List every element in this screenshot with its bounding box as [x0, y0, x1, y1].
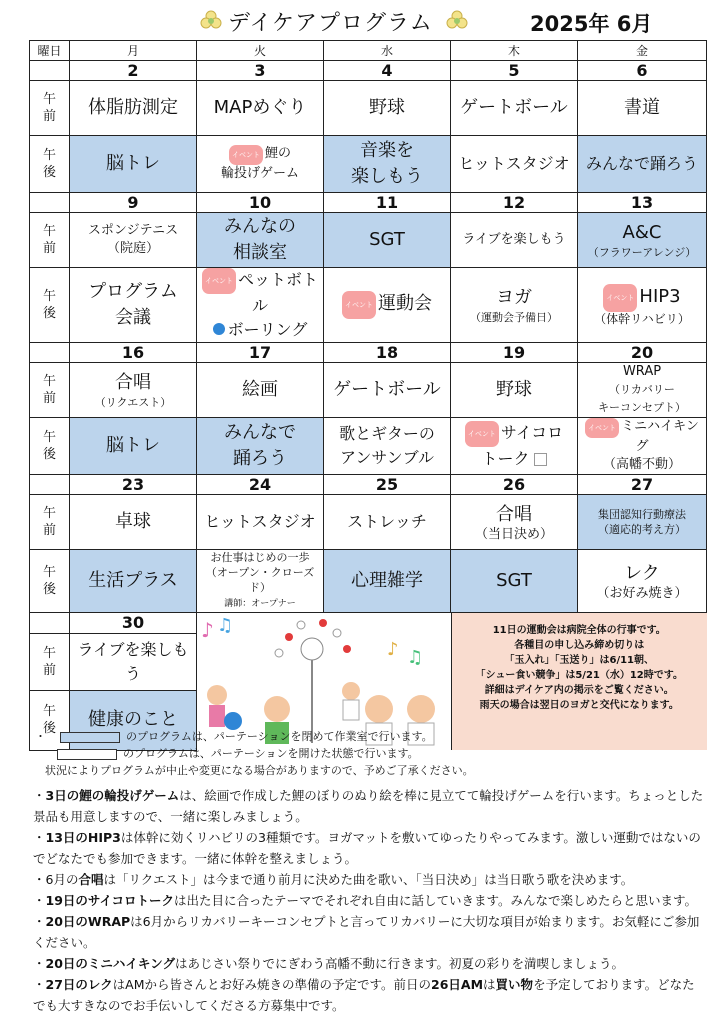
weekday-fri: 金	[578, 41, 707, 61]
program-cell: お仕事はじめの一歩 （オープン・クローズド） 講師：オープナー	[197, 550, 324, 613]
program-cell: 体脂肪測定	[70, 81, 197, 136]
program-cell: 脳トレ	[70, 418, 197, 475]
am-row	[30, 81, 707, 136]
date-cell: 25	[324, 475, 451, 495]
event-badge: イベント	[465, 421, 499, 447]
program-cell: ヒットスタジオ	[197, 495, 324, 550]
am-label: 午 前	[30, 81, 70, 136]
note-item: ・19日のサイコロトークは出た目に合ったテーマでそれぞれ自由に話していきます。みんなで楽しめたらと思います。	[33, 893, 698, 908]
program-cell: 野球	[324, 81, 451, 136]
event-badge: イベント	[229, 145, 263, 165]
program-cell: SGT	[451, 550, 578, 613]
program-cell: イベント 運動会	[324, 268, 451, 343]
pm-row	[30, 136, 707, 193]
weekday-wed: 水	[324, 41, 451, 61]
program-notes	[33, 785, 705, 1016]
note-item: ・20日のミニハイキングはあじさい祭りでにぎわう高幡不動に行きます。初夏の彩りを満喫しましょう。	[33, 956, 625, 971]
weekday-thu: 木	[451, 41, 578, 61]
program-cell: イベント ペットボトル ボーリング	[197, 268, 324, 343]
program-cell: ゲートボール	[324, 363, 451, 418]
program-cell: プログラム 会議	[70, 268, 197, 343]
date-cell: 16	[70, 343, 197, 363]
program-cell: ストレッチ	[324, 495, 451, 550]
program-cell: イベント 鯉の 輪投げゲーム	[197, 136, 324, 193]
pm-label: 午 後	[30, 136, 70, 193]
date-cell: 19	[451, 343, 578, 363]
program-cell: 合唱 （当日決め）	[451, 495, 578, 550]
program-cell: ライブを楽しもう	[70, 633, 197, 690]
note-item: ・27日のレクはAMから皆さんとお好み焼きの準備の予定です。前日の26日AMは買い物を予定しております。どなたでも大すきなのでお手伝いしてくださる方募集中です。	[33, 977, 695, 1013]
program-cell: MAPめぐり	[197, 81, 324, 136]
pm-row	[30, 418, 707, 475]
program-cell: みんなで 踊ろう	[197, 418, 324, 475]
program-cell: イベント HIP3 （体幹リハビリ）	[578, 268, 707, 343]
pm-label: 午 後	[30, 691, 70, 750]
program-cell: 健康のこと	[70, 691, 197, 750]
legend-closed: ・ のプログラムは、パーテーションを閉めて作業室で行います。	[35, 730, 433, 743]
weekday-header-label: 曜日	[30, 41, 70, 61]
date-cell: 30	[70, 613, 197, 634]
date-cell: 2	[70, 61, 197, 81]
program-cell: イベント ミニハイキング （高幡不動）	[578, 418, 707, 475]
weekday-header-row	[30, 41, 707, 61]
date-cell: 24	[197, 475, 324, 495]
hydrangea-icon	[446, 10, 468, 32]
note-item: ・6月の合唱は「リクエスト」は今まで通り前月に決めた曲を歌い、「当日決め」は当日歌う歌を決めます。	[33, 872, 634, 887]
date-row	[30, 343, 707, 363]
svg-text:♪: ♪	[387, 639, 399, 660]
date-cell: 20	[578, 343, 707, 363]
program-cell: 音楽を 楽しもう	[324, 136, 451, 193]
program-cell: 心理雑学	[324, 550, 451, 613]
program-cell: 生活プラス	[70, 550, 197, 613]
note-item: ・13日のHIP3は体幹に効くリハビリの3種類です。ヨガマットを敷いてゆったりやってみます。激しい運動ではないのでどなたでも参加できます。一緒に体幹を整えましょう。	[33, 830, 701, 866]
am-label: 午 前	[30, 633, 70, 690]
pm-row	[30, 550, 707, 613]
program-cell: 野球	[451, 363, 578, 418]
date-row	[30, 613, 707, 634]
date-cell: 4	[324, 61, 451, 81]
program-cell: WRAP （リカバリー キーコンセプト）	[578, 363, 707, 418]
date-row	[30, 193, 707, 213]
svg-text:♫: ♫	[407, 647, 424, 668]
ball-icon	[213, 323, 225, 335]
program-cell: みんなの 相談室	[197, 213, 324, 268]
svg-text:♫: ♫	[217, 615, 234, 636]
date-cell: 3	[197, 61, 324, 81]
date-cell: 10	[197, 193, 324, 213]
event-badge: イベント	[585, 418, 619, 438]
program-cell: イベント サイコロ トーク	[451, 418, 578, 475]
schedule-table	[29, 40, 707, 751]
program-cell: SGT	[324, 213, 451, 268]
date-cell: 11	[324, 193, 451, 213]
program-cell: ライブを楽しもう	[451, 213, 578, 268]
pm-row	[30, 268, 707, 343]
event-badge: イベント	[342, 291, 376, 319]
program-cell: A&C （フラワーアレンジ）	[578, 213, 707, 268]
date-cell: 13	[578, 193, 707, 213]
blue-swatch	[60, 732, 120, 743]
event-badge: イベント	[202, 268, 236, 294]
pm-label: 午 後	[30, 268, 70, 343]
note-item: ・3日の鯉の輪投げゲームは、絵画で作成した鯉のぼりのぬり絵を棒に見立てて輪投げゲームを行います。ちょっとした景品も用意しますので、一緒に楽しみましょう。	[33, 788, 704, 824]
sports-day-notice: 11日の運動会は病院全体の行事です。 各種目の申し込み締め切りは 「玉入れ」「玉送り」は6/11朝、 「シュー食い競争」は5/21（水）12時です。 詳細はデイケア内の掲示をご覧ください。 雨天の場合は翌日のヨガと交代になります。	[451, 613, 707, 750]
program-cell: 脳トレ	[70, 136, 197, 193]
program-cell: スポンジテニス （院庭）	[70, 213, 197, 268]
program-cell: 集団認知行動療法 （適応的考え方）	[578, 495, 707, 550]
program-cell: 合唱 （リクエスト）	[70, 363, 197, 418]
program-cell: レク （お好み焼き）	[578, 550, 707, 613]
svg-text:♪: ♪	[201, 618, 214, 642]
page-title: デイケアプログラム	[228, 11, 433, 36]
weekday-mon: 月	[70, 41, 197, 61]
dice-icon	[534, 453, 547, 466]
date-cell: 27	[578, 475, 707, 495]
date-cell: 9	[70, 193, 197, 213]
am-row	[30, 363, 707, 418]
program-cell: 絵画	[197, 363, 324, 418]
date-cell: 17	[197, 343, 324, 363]
date-cell: 12	[451, 193, 578, 213]
hydrangea-icon	[200, 10, 222, 32]
header	[0, 0, 727, 40]
legend-open: のプログラムは、パーテーションを開けた状態で行います。	[35, 745, 715, 762]
note-item: ・20日のWRAPは6月からリカバリーキーコンセプトと言ってリカバリーに大切な項目が始まります。お気軽にご参加ください。	[33, 914, 700, 950]
program-cell: みんなで踊ろう	[578, 136, 707, 193]
date-cell: 26	[451, 475, 578, 495]
date-cell: 5	[451, 61, 578, 81]
date-cell: 18	[324, 343, 451, 363]
event-badge: イベント	[603, 284, 637, 312]
date-row	[30, 475, 707, 495]
am-row	[30, 495, 707, 550]
date-cell: 6	[578, 61, 707, 81]
weekday-tue: 火	[197, 41, 324, 61]
legend-caution: 状況によりプログラムが中止や変更になる場合がありますので、予めご了承ください。	[45, 764, 474, 777]
program-cell: 書道	[578, 81, 707, 136]
program-cell: ヨガ （運動会予備日）	[451, 268, 578, 343]
program-cell: ヒットスタジオ	[451, 136, 578, 193]
am-row	[30, 213, 707, 268]
white-swatch	[57, 749, 117, 760]
date-row	[30, 61, 707, 81]
year-month: 2025年 6月	[530, 12, 653, 36]
am-label: 午 前	[30, 495, 70, 550]
program-cell: 卓球	[70, 495, 197, 550]
pm-label: 午 後	[30, 418, 70, 475]
am-label: 午 前	[30, 363, 70, 418]
pm-label: 午 後	[30, 550, 70, 613]
program-cell: 歌とギターの アンサンブル	[324, 418, 451, 475]
program-cell: ゲートボール	[451, 81, 578, 136]
date-cell: 23	[70, 475, 197, 495]
legend	[35, 728, 715, 779]
am-label: 午 前	[30, 213, 70, 268]
